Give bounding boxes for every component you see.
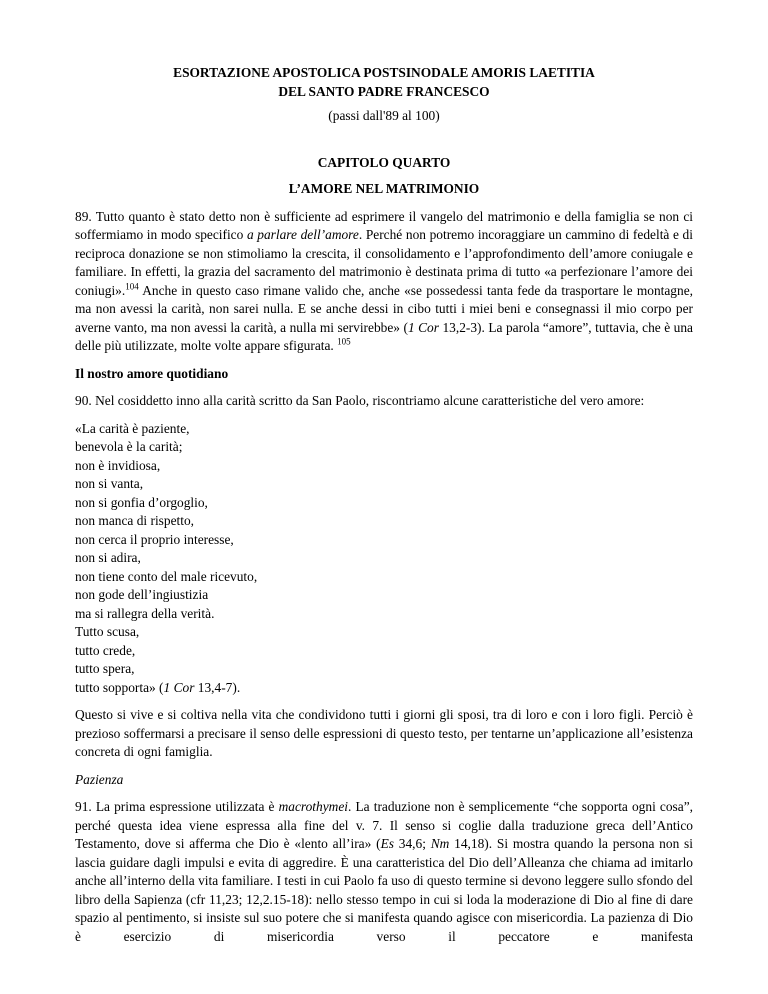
poem-line: ma si rallegra della verità. [75, 605, 215, 621]
document-subtitle: (passi dall'89 al 100) [328, 108, 440, 123]
poem-line: non è invidiosa, [75, 457, 161, 473]
poem-line: benevola è la carità; [75, 439, 183, 454]
document-body [75, 64, 693, 946]
poem-line: non manca di rispetto, [75, 513, 194, 528]
footnote-ref-104[interactable]: 104 [125, 281, 139, 292]
poem-line: non si gonfia d’orgoglio, [75, 494, 208, 510]
title-line-2: DEL SANTO PADRE FRANCESCO [278, 83, 490, 99]
poem-line: non si adira, [75, 550, 141, 565]
paragraph-90-intro: 90. Nel cosiddetto inno alla carità scritto da San Paolo, riscontriamo alcune caratteristiche del vero amore: [75, 393, 645, 408]
paragraph-91: 91. La prima espressione utilizzata è macrothymei. La traduzione non è semplicemente “che sopporta ogni cosa”, perché questa idea viene espressa alla fine del v. 7. Il senso si coglie dalla traduzione greca dell’Antico Testamento, dove si afferma che Dio è «lento all’ira» (Es 34,6; Nm 14,18). Si mostra quando la persona non si lascia guidare dagli impulsi e evita di aggredire. È una caratteristica del Dio dell’Alleanza che chiama ad imitarlo anche all’interno della vita familiare. I testi in cui Paolo fa uso di questo termine si devono leggere sullo sfondo del libro della Sapienza (cfr 11,23; 12,2.15-18): nello stesso tempo in cui si loda la moderazione di Dio al fine di dare spazio al pentimento, si insiste sul suo potere che si manifesta quando agisce con misericordia. La pazienza di Dio è esercizio di misericordia verso il peccatore e manifesta [75, 799, 693, 944]
section-heading-pazienza: Pazienza [75, 771, 124, 787]
poem-line: non tiene conto del male ricevuto, [75, 568, 258, 584]
poem-line: tutto spera, [75, 661, 135, 676]
poem-line: non cerca il proprio interesse, [75, 531, 234, 547]
paragraph-89: 89. Tutto quanto è stato detto non è sufficiente ad esprimere il vangelo del matrimonio e della famiglia se non ci soffermiamo in modo specifico a parlare dell’amore. Perché non potremo incoraggiare un cammino di fedeltà e di reciproca donazione se non stimoliamo la crescita, il consolidamento e l’approfondimento dell’amore coniugale e familiare. In effetti, la grazia del sacramento del matrimonio è destinata prima di tutto «a perfezionare l’amore dei coniugi».$^{104}$ Anche in questo caso rimane valido che, anche «se possedessi tanta fede da trasportare le montagne, ma non avessi la carità, non sarei nulla. E se anche dessi in cibo tutti i miei beni e consegnassi il mio corpo per averne vanto, ma non avessi la carità, a nulla mi servirebbe» (1 Cor 13,2-3). La parola “amore”, tuttavia, che è una delle più utilizzate, molte volte appare sfigurata. $^{105}$ [75, 208, 693, 353]
title-line-1: ESORTAZIONE APOSTOLICA POSTSINODALE AMORIS LAETITIA [173, 65, 595, 80]
poem-line: «La carità è paziente, [75, 420, 190, 436]
chapter-title: CAPITOLO QUARTO [317, 154, 451, 170]
poem-line: Tutto scusa, [75, 624, 140, 639]
poem-line: tutto crede, [75, 642, 136, 658]
document-title [75, 64, 693, 101]
footnote-ref-105[interactable]: 105 [337, 336, 351, 347]
chapter-subtitle: L’AMORE NEL MATRIMONIO [288, 181, 480, 196]
section-heading-amore-quotidiano: Il nostro amore quotidiano [75, 365, 229, 381]
poem-line: non si vanta, [75, 476, 144, 491]
poem-line: non gode dell’ingiustizia [75, 587, 209, 602]
poem-line-last: tutto sopporta» (1 Cor 13,4-7). [75, 679, 241, 695]
poem-inno-carita [75, 420, 693, 698]
paragraph-90-commentary: Questo si vive e si coltiva nella vita che condividono tutti i giorni gli sposi, tra di loro e con i loro figli. Perciò è prezioso soffermarsi a precisare il senso delle espressioni di questo testo, per tentarne un’applicazione all’esistenza concreta di ogni famiglia. [75, 707, 693, 759]
